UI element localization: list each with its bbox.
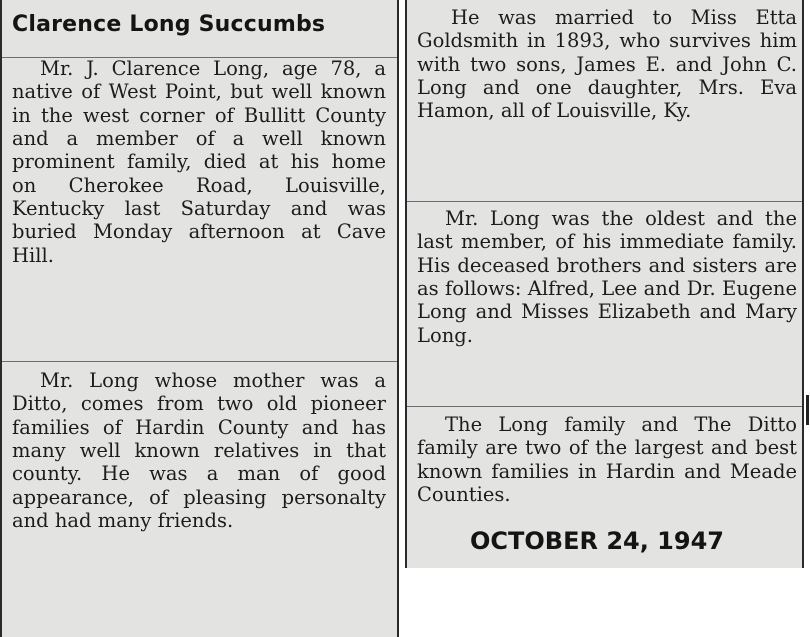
paragraph-5: The Long family and The Ditto family are two of the largest and best known families in Hardin and Meade Counties.	[417, 413, 797, 507]
right-column-clipping	[405, 0, 804, 568]
publication-date: OCTOBER 24, 1947	[470, 527, 724, 555]
margin-mark	[806, 395, 809, 425]
paragraph-4: Mr. Long was the oldest and the last member, of his immediate family. His deceased brothers and sisters are as follows: Alfred, Lee and Dr. Eugene Long and Misses Elizabeth and Mary Long.	[417, 207, 797, 347]
paragraph-rule	[2, 361, 397, 362]
paragraph-1: Mr. J. Clarence Long, age 78, a native of West Point, but well known in the west corner of Bullitt County and a member of a well known prominent family, died at his home on Cherokee Road, Louisville, Kentucky last Saturday and was buried Monday afternoon at Cave Hill.	[12, 57, 386, 267]
paragraph-2: Mr. Long whose mother was a Ditto, comes from two old pioneer families of Hardin County and has many well known relatives in that county. He was a man of good appearance, of pleasing personalty and had many friends.	[12, 369, 386, 533]
paragraph-rule	[407, 201, 802, 202]
left-column-clipping	[0, 0, 399, 637]
paragraph-rule	[407, 406, 802, 407]
article-headline: Clarence Long Succumbs	[12, 12, 326, 37]
paragraph-3: He was married to Miss Etta Goldsmith in 1893, who survives him with two sons, James E. and John C. Long and one daughter, Mrs. Eva Hamon, all of Louisville, Ky.	[417, 6, 797, 123]
